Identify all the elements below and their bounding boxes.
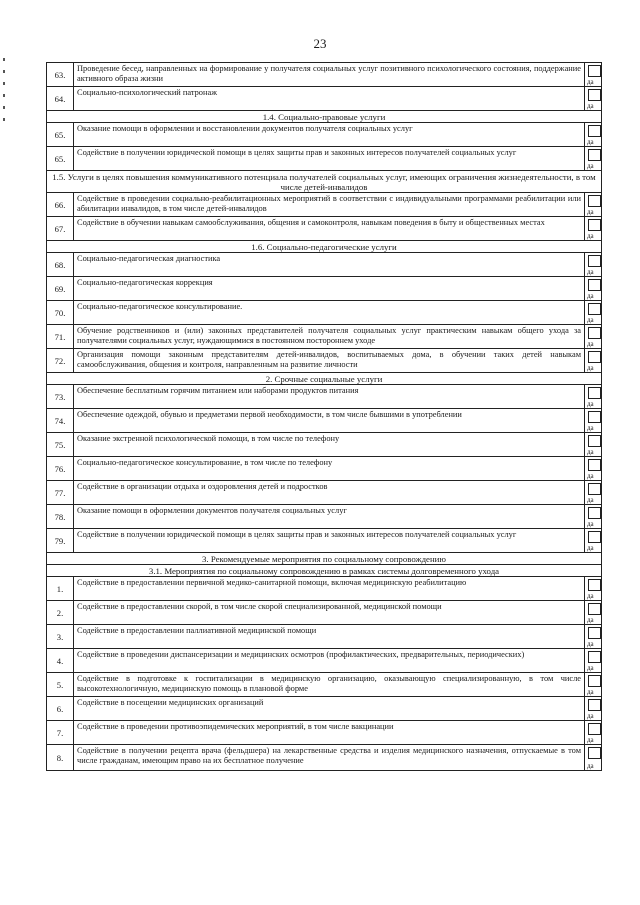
- service-description: Содействие в организации отдыха и оздоровления детей и подростков: [74, 481, 585, 505]
- service-row: [47, 457, 602, 481]
- check-label: да: [587, 364, 594, 372]
- section-heading: 1.4. Социально-правовые услуги: [47, 111, 602, 123]
- checkbox[interactable]: [588, 125, 601, 137]
- row-number: 70.: [47, 301, 74, 325]
- service-row: [47, 123, 602, 147]
- service-description: Оказание помощи в оформлении и восстановлении документов получателя социальных услуг: [74, 123, 585, 147]
- check-label: да: [587, 712, 594, 720]
- service-row: [47, 277, 602, 301]
- checkbox[interactable]: [588, 387, 601, 399]
- service-row: [47, 697, 602, 721]
- check-cell: [585, 325, 602, 349]
- row-number: 4.: [47, 649, 74, 673]
- checkbox[interactable]: [588, 531, 601, 543]
- check-cell: [585, 577, 602, 601]
- service-row: [47, 529, 602, 553]
- service-row: [47, 63, 602, 87]
- check-cell: [585, 63, 602, 87]
- row-number: 67.: [47, 217, 74, 241]
- service-row: [47, 193, 602, 217]
- section-heading-row: [47, 553, 602, 565]
- services-table: [46, 62, 602, 771]
- check-cell: [585, 385, 602, 409]
- service-row: [47, 349, 602, 373]
- check-cell: [585, 433, 602, 457]
- check-label: да: [587, 292, 594, 300]
- check-cell: [585, 301, 602, 325]
- service-row: [47, 481, 602, 505]
- checkbox[interactable]: [588, 579, 601, 591]
- check-cell: [585, 673, 602, 697]
- checkbox[interactable]: [588, 195, 601, 207]
- check-label: да: [587, 208, 594, 216]
- checkbox[interactable]: [588, 279, 601, 291]
- service-row: [47, 745, 602, 771]
- service-row: [47, 649, 602, 673]
- row-number: 5.: [47, 673, 74, 697]
- row-number: 1.: [47, 577, 74, 601]
- check-cell: [585, 457, 602, 481]
- check-label: да: [587, 102, 594, 110]
- row-number: 66.: [47, 193, 74, 217]
- checkbox[interactable]: [588, 507, 601, 519]
- section-heading-row: [47, 373, 602, 385]
- check-label: да: [587, 78, 594, 86]
- row-number: 68.: [47, 253, 74, 277]
- check-label: да: [587, 340, 594, 348]
- service-description: Оказание помощи в оформлении документов получателя социальных услуг: [74, 505, 585, 529]
- check-label: да: [587, 400, 594, 408]
- page-number: 23: [313, 36, 327, 51]
- check-cell: [585, 123, 602, 147]
- check-label: да: [587, 688, 594, 696]
- check-label: да: [587, 232, 594, 240]
- service-description: Содействие в предоставлении паллиативной медицинской помощи: [74, 625, 585, 649]
- check-cell: [585, 529, 602, 553]
- checkbox[interactable]: [588, 651, 601, 663]
- section-heading-row: [47, 171, 602, 193]
- service-description: Содействие в проведении противоэпидемических мероприятий, в том числе вакцинации: [74, 721, 585, 745]
- row-number: 71.: [47, 325, 74, 349]
- checkbox[interactable]: [588, 699, 601, 711]
- row-number: 74.: [47, 409, 74, 433]
- check-label: да: [587, 268, 594, 276]
- service-description: Социально-педагогическое консультирование.: [74, 301, 585, 325]
- row-number: 76.: [47, 457, 74, 481]
- section-heading: 2. Срочные социальные услуги: [47, 373, 602, 385]
- section-heading-row: [47, 565, 602, 577]
- check-cell: [585, 697, 602, 721]
- check-cell: [585, 193, 602, 217]
- check-cell: [585, 253, 602, 277]
- check-cell: [585, 217, 602, 241]
- row-number: 8.: [47, 745, 74, 771]
- row-number: 63.: [47, 63, 74, 87]
- check-cell: [585, 745, 602, 771]
- checkbox[interactable]: [588, 603, 601, 615]
- checkbox[interactable]: [588, 459, 601, 471]
- service-row: [47, 87, 602, 111]
- row-number: 3.: [47, 625, 74, 649]
- service-row: [47, 577, 602, 601]
- service-description: Социально-психологический патронаж: [74, 87, 585, 111]
- checkbox[interactable]: [588, 219, 601, 231]
- service-description: Проведение бесед, направленных на формирование у получателя социальных услуг позитивного психологического состояния, поддержание активного образа жизни: [74, 63, 585, 87]
- checkbox[interactable]: [588, 483, 601, 495]
- section-heading-row: [47, 111, 602, 123]
- service-description: Обеспечение одеждой, обувью и предметами первой необходимости, в том числе бывшими в употреблении: [74, 409, 585, 433]
- checkbox[interactable]: [588, 89, 601, 101]
- check-cell: [585, 721, 602, 745]
- check-cell: [585, 349, 602, 373]
- checkbox[interactable]: [588, 327, 601, 339]
- section-heading-row: [47, 241, 602, 253]
- service-row: [47, 147, 602, 171]
- check-label: да: [587, 424, 594, 432]
- section-heading: 3. Рекомендуемые мероприятия по социальному сопровождению: [47, 553, 602, 565]
- service-description: Содействие в предоставлении первичной медико-санитарной помощи, включая медицинскую реабилитацию: [74, 577, 585, 601]
- service-row: [47, 217, 602, 241]
- service-description: Содействие в предоставлении скорой, в том числе скорой специализированной, медицинской помощи: [74, 601, 585, 625]
- service-description: Содействие в получении юридической помощи в целях защиты прав и законных интересов получателей социальных услуг: [74, 529, 585, 553]
- check-cell: [585, 87, 602, 111]
- section-heading: 3.1. Мероприятия по социальному сопровождению в рамках системы долговременного ухода: [47, 565, 602, 577]
- service-description: Оказание экстренной психологической помощи, в том числе по телефону: [74, 433, 585, 457]
- service-description: Обучение родственников и (или) законных представителей получателя социальных услуг практическим навыкам общего ухода за получателями социальных услуг, нуждающимися в постоянном постороннем уходе: [74, 325, 585, 349]
- service-row: [47, 301, 602, 325]
- service-description: Социально-педагогическое консультирование, в том числе по телефону: [74, 457, 585, 481]
- checkbox[interactable]: [588, 411, 601, 423]
- row-number: 72.: [47, 349, 74, 373]
- row-number: 75.: [47, 433, 74, 457]
- check-cell: [585, 481, 602, 505]
- check-label: да: [587, 664, 594, 672]
- checkbox[interactable]: [588, 435, 601, 447]
- row-number: 7.: [47, 721, 74, 745]
- row-number: 65.: [47, 123, 74, 147]
- row-number: 78.: [47, 505, 74, 529]
- service-description: Социально-педагогическая коррекция: [74, 277, 585, 301]
- service-description: Содействие в проведении социально-реабилитационных мероприятий в соответствии с индивидуальными программами реабилитации или абилитации инвалидов, в том числе детей-инвалидов: [74, 193, 585, 217]
- section-heading: 1.6. Социально-педагогические услуги: [47, 241, 602, 253]
- service-description: Содействие в получении юридической помощи в целях защиты прав и законных интересов получателей социальных услуг: [74, 147, 585, 171]
- checkbox[interactable]: [588, 747, 601, 759]
- check-cell: [585, 505, 602, 529]
- check-cell: [585, 277, 602, 301]
- check-label: да: [587, 544, 594, 552]
- row-number: 77.: [47, 481, 74, 505]
- check-cell: [585, 649, 602, 673]
- checkbox[interactable]: [588, 65, 601, 77]
- service-row: [47, 673, 602, 697]
- check-label: да: [587, 138, 594, 146]
- row-number: 73.: [47, 385, 74, 409]
- service-row: [47, 385, 602, 409]
- service-row: [47, 433, 602, 457]
- service-description: Содействие в подготовке к госпитализации в медицинскую организацию, оказывающую специализированную, в том числе высокотехнологичную, медицинскую помощь в плановой форме: [74, 673, 585, 697]
- service-description: Социально-педагогическая диагностика: [74, 253, 585, 277]
- check-label: да: [587, 640, 594, 648]
- checkbox[interactable]: [588, 675, 601, 687]
- checkbox[interactable]: [588, 303, 601, 315]
- service-row: [47, 325, 602, 349]
- service-row: [47, 601, 602, 625]
- row-number: 6.: [47, 697, 74, 721]
- service-row: [47, 625, 602, 649]
- check-label: да: [587, 496, 594, 504]
- section-heading: 1.5. Услуги в целях повышения коммуникативного потенциала получателей социальных услуг, имеющих ограничения жизнедеятельности, в том числе детей-инвалидов: [47, 171, 602, 193]
- checkbox[interactable]: [588, 149, 601, 161]
- checkbox[interactable]: [588, 627, 601, 639]
- check-label: да: [587, 616, 594, 624]
- check-cell: [585, 625, 602, 649]
- checkbox[interactable]: [588, 255, 601, 267]
- check-label: да: [587, 592, 594, 600]
- checkbox[interactable]: [588, 351, 601, 363]
- check-cell: [585, 147, 602, 171]
- check-cell: [585, 409, 602, 433]
- service-description: Содействие в посещении медицинских организаций: [74, 697, 585, 721]
- service-description: Содействие в обучении навыкам самообслуживания, общения и самоконтроля, навыкам поведения в быту и общественных местах: [74, 217, 585, 241]
- row-number: 2.: [47, 601, 74, 625]
- row-number: 79.: [47, 529, 74, 553]
- check-label: да: [587, 520, 594, 528]
- check-label: да: [587, 316, 594, 324]
- service-row: [47, 253, 602, 277]
- check-label: да: [587, 162, 594, 170]
- service-description: Содействие в проведении диспансеризации и медицинских осмотров (профилактических, предварительных, периодических): [74, 649, 585, 673]
- service-description: Организация помощи законным представителям детей-инвалидов, воспитываемых дома, в обучении таких детей навыкам самообслуживания, общения и контроля, направленным на развитие личности: [74, 349, 585, 373]
- service-description: Содействие в получении рецепта врача (фельдшера) на лекарственные средства и изделия медицинского назначения, отпускаемые в том числе гражданам, имеющим право на их бесплатное получение: [74, 745, 585, 771]
- row-number: 69.: [47, 277, 74, 301]
- checkbox[interactable]: [588, 723, 601, 735]
- check-label: да: [587, 472, 594, 480]
- row-number: 64.: [47, 87, 74, 111]
- service-row: [47, 505, 602, 529]
- check-label: да: [587, 736, 594, 744]
- check-label: да: [587, 762, 594, 770]
- binding-marks: [3, 58, 7, 130]
- check-cell: [585, 601, 602, 625]
- check-label: да: [587, 448, 594, 456]
- service-row: [47, 409, 602, 433]
- row-number: 65.: [47, 147, 74, 171]
- service-row: [47, 721, 602, 745]
- service-description: Обеспечение бесплатным горячим питанием или наборами продуктов питания: [74, 385, 585, 409]
